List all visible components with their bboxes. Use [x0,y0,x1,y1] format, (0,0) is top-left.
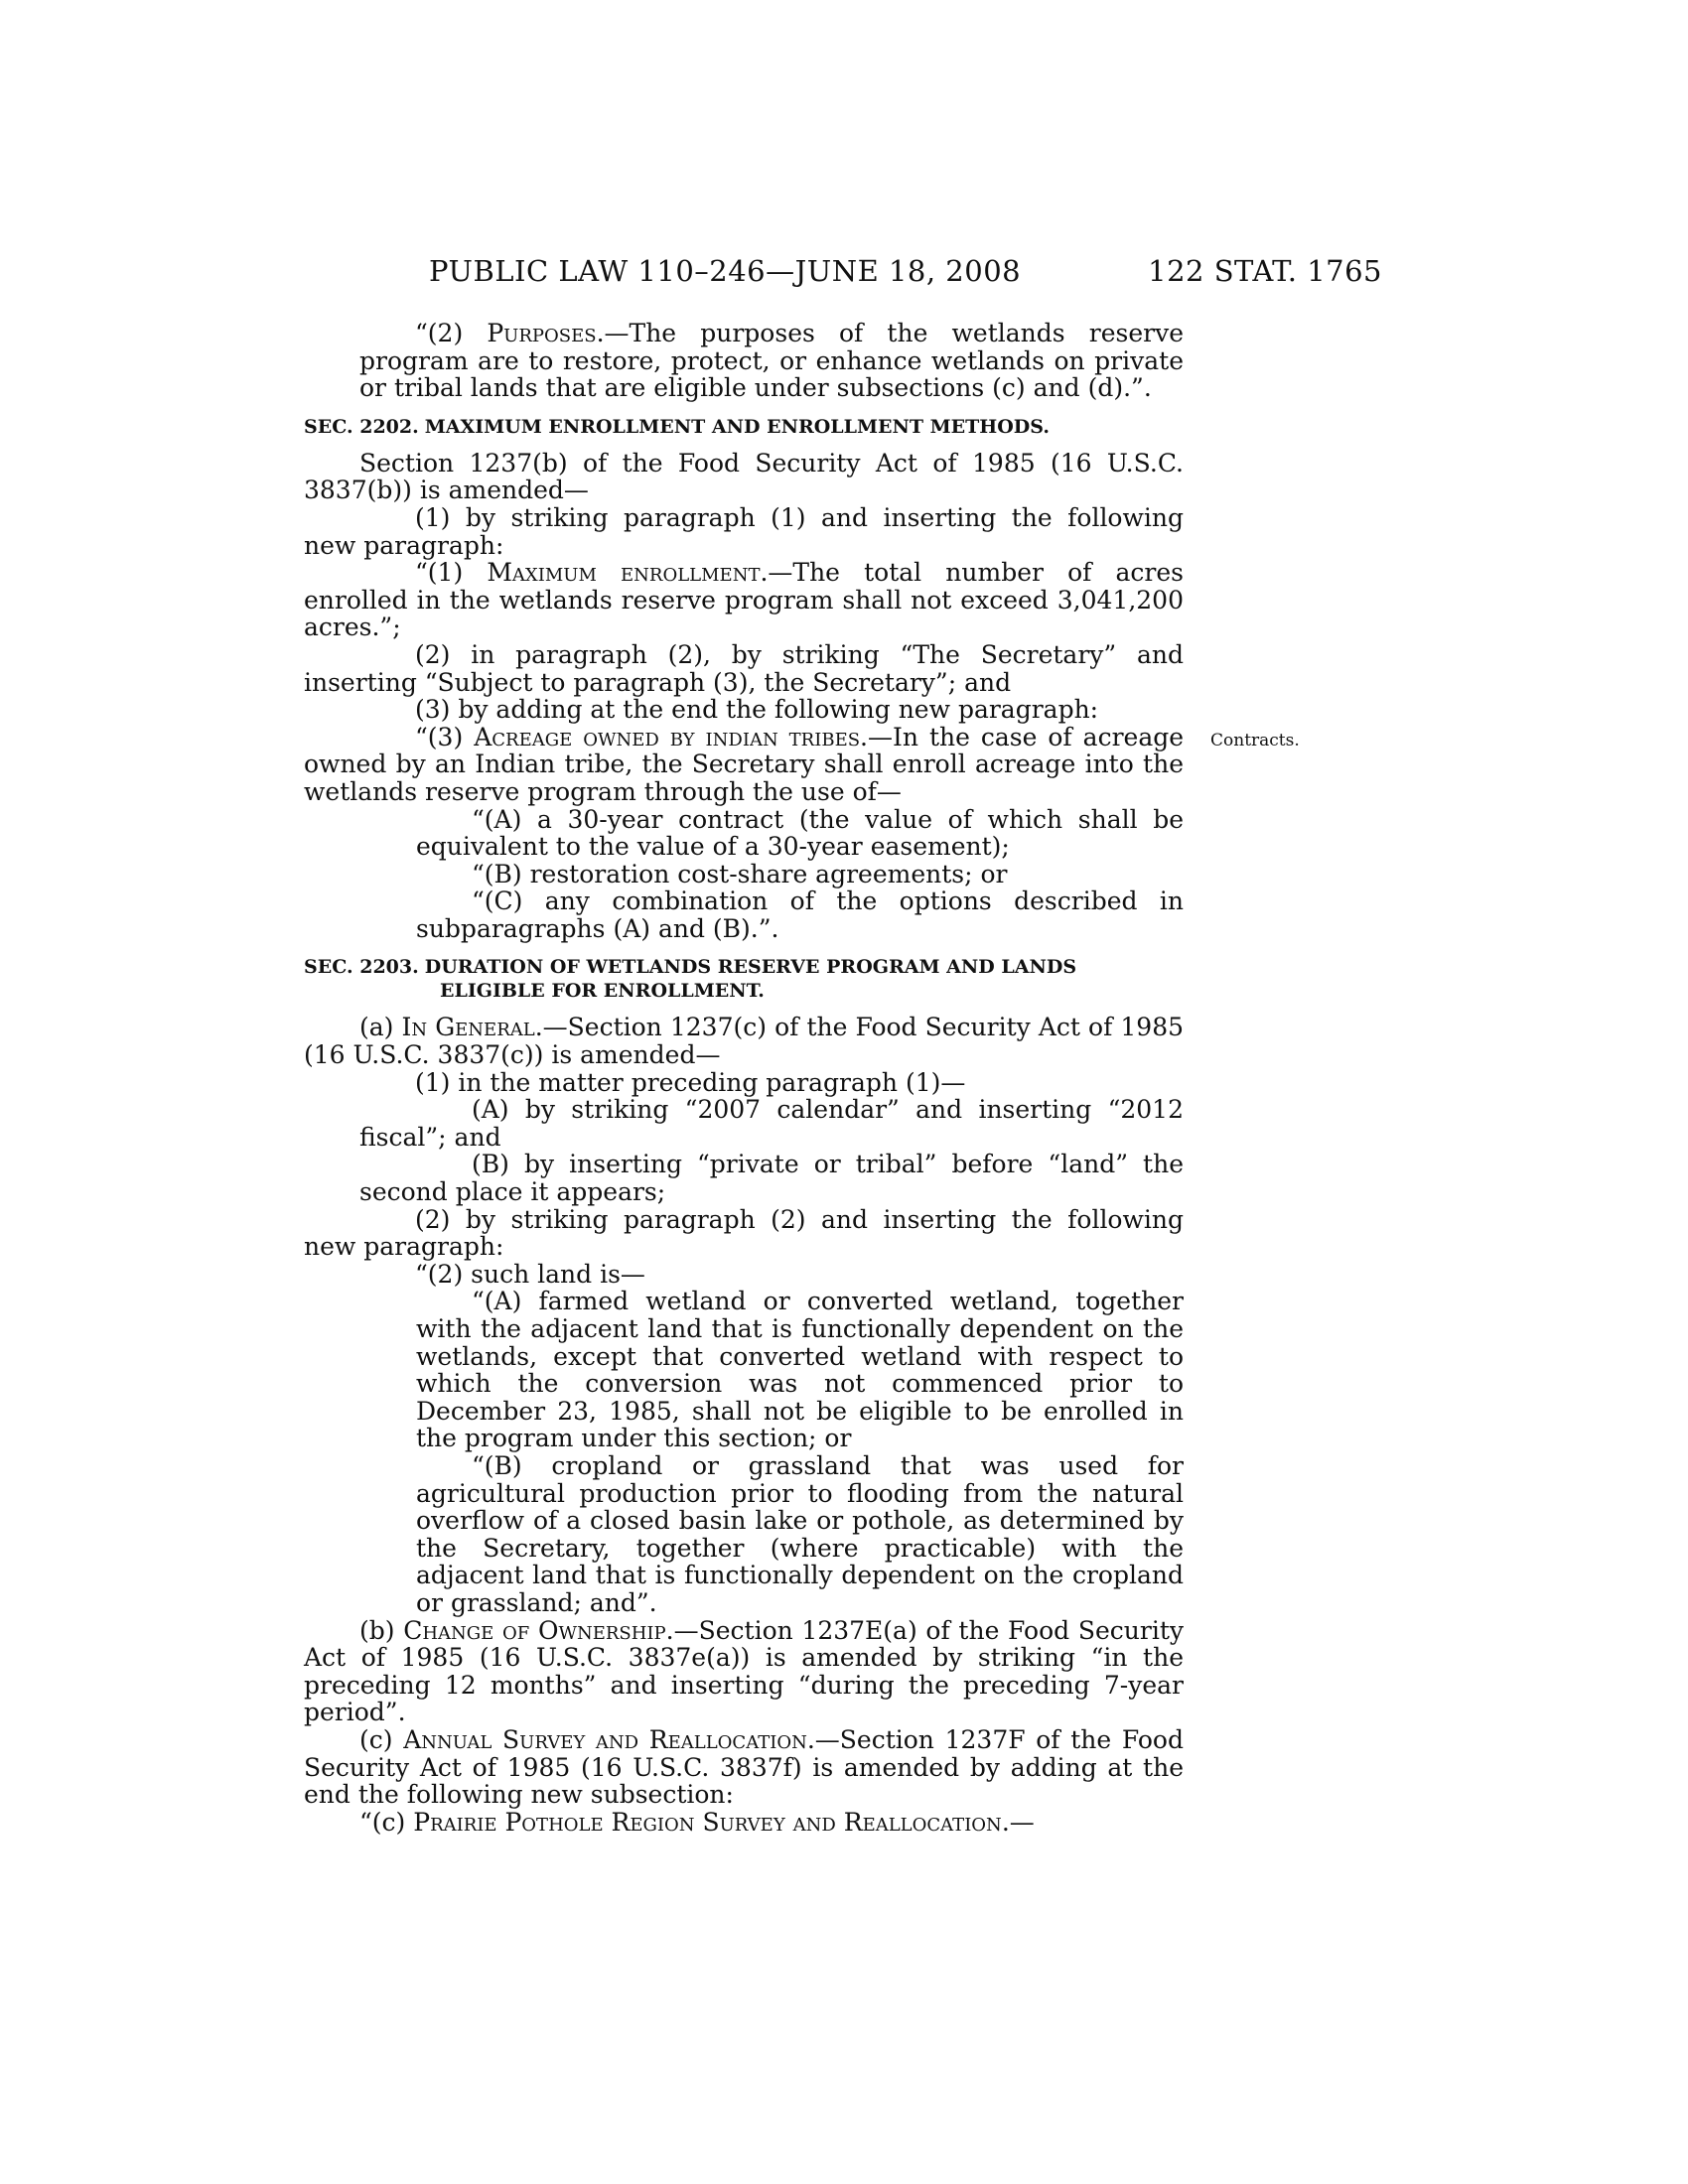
paragraph-2203-b: (b) Change of Ownership.—Section 1237E(a) of the Food Security Act of 1985 (16 U.S.C. 3837e(a)) is amended by striking “in the preceding 12 months” and inserting “during the preceding 7-year period”. [304,1615,1184,1727]
paragraph-such-land-A: “(A) farmed wetland or converted wetland, together with the adjacent land that is functionally dependent on the wetlands, except that converted wetland with respect to which the conversion was not commenced prior to December 23, 1985, shall not be eligible to be enrolled in the program under this section; or [416,1287,1184,1453]
paragraph-prairie-pothole: “(c) Prairie Pothole Region Survey and Reallocation.— [359,1807,1035,1837]
paragraph-acreage-indian-tribes: “(3) Acreage owned by indian tribes.—In the case of acreage owned by an Indian tribe, the Secretary shall enroll acreage into the wetlands reserve program through the use of— [304,722,1185,806]
paragraph-such-land: “(2) such land is— [415,1259,645,1289]
running-header [429,254,1382,294]
paragraph-2203-a2: (2) by striking paragraph (2) and inserting the following new paragraph: [304,1204,1184,1262]
section-heading-2203: SEC. 2203. DURATION OF WETLANDS RESERVE PROGRAM AND LANDS ELIGIBLE FOR ENROLLMENT. [304,956,1077,1003]
statute-page: 122 STAT. 1765 [1148,254,1382,288]
paragraph-2203-a1: (1) in the matter preceding paragraph (1)— [415,1067,966,1097]
paragraph-3a: “(A) a 30-year contract (the value of which shall be equivalent to the value of a 30-year easement); [416,804,1184,862]
paragraph-such-land-B: “(B) cropland or grassland that was used for agricultural production prior to flooding from the natural overflow of a closed basin lake or pothole, as determined by the Secretary, together (where practicable) with the adjacent land that is functionally dependent on the cropland or grassland; and”. [416,1450,1184,1617]
paragraph-2202-2: (2) in paragraph (2), by striking “The Secretary” and inserting “Subject to paragraph (3), the Secretary”; and [304,639,1184,697]
paragraph-2202-intro: Section 1237(b) of the Food Security Act of 1985 (16 U.S.C. 3837(b)) is amended— [304,448,1184,505]
law-title: PUBLIC LAW 110–246—JUNE 18, 2008 [429,254,1022,288]
section-heading-2202: SEC. 2202. MAXIMUM ENROLLMENT AND ENROLLMENT METHODS. [304,415,1050,438]
paragraph-2203-a: (a) In General.—Section 1237(c) of the Food Security Act of 1985 (16 U.S.C. 3837(c)) is amended— [304,1013,1185,1070]
paragraph-3c: “(C) any combination of the options described in subparagraphs (A) and (B).”. [416,887,1184,943]
paragraph-2202-1: (1) by striking paragraph (1) and inserting the following new paragraph: [304,502,1184,560]
paragraph-2203-a1-B: (B) by inserting “private or tribal” before “land” the second place it appears; [359,1150,1184,1207]
paragraph-2203-c: (c) Annual Survey and Reallocation.—Section 1237F of the Food Security Act of 1985 (16 U.S.C. 3837f) is amended by adding at the end the following new subsection: [304,1724,1184,1810]
paragraph-purposes: “(2) Purposes.—The purposes of the wetlands reserve program are to restore, protect, or enhance wetlands on private or tribal lands that are eligible under subsections (c) and (d).”. [359,319,1184,403]
paragraph-2203-a1-A: (A) by striking “2007 calendar” and inserting “2012 fiscal”; and [359,1095,1184,1152]
paragraph-2202-3: (3) by adding at the end the following new paragraph: [415,695,1099,725]
page-body [304,320,1184,1836]
margin-note-contracts: Contracts. [1210,731,1300,751]
paragraph-3b: “(B) restoration cost-share agreements; or [472,859,1008,888]
paragraph-maximum-enrollment: “(1) Maximum enrollment.—The total number of acres enrolled in the wetlands reserve program shall not exceed 3,041,200 acres.”; [304,558,1184,642]
